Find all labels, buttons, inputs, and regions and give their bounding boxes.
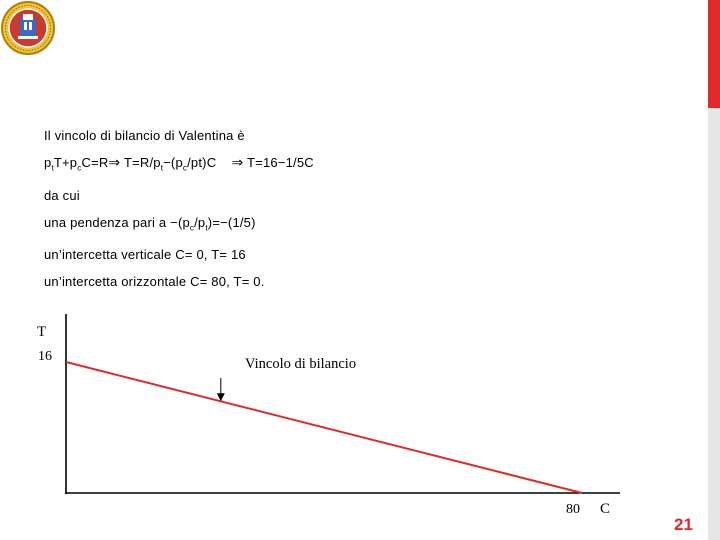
x-tick-label: 80 — [566, 502, 580, 517]
budget-line-series — [66, 362, 582, 493]
text-line-slope: una pendenza pari $a -(p_c/p_t)=-(1/5)$ — [44, 214, 256, 233]
y-axis-label: T — [37, 324, 47, 340]
text-line-equation: $p_tT+p_cC=R\Rightarrow$ $T=R/p_t-(p_c/pt)C$ ⇒ T=16−1/5C — [44, 154, 314, 173]
implies-arrow-icon: ⇒ — [231, 154, 244, 170]
x-axis-label: C — [600, 501, 611, 517]
annotation-label: Vincolo di bilancio — [245, 356, 357, 372]
budget-constraint-chart — [0, 300, 660, 525]
y-tick-label: 16 — [38, 349, 52, 364]
university-seal-icon — [0, 0, 56, 56]
page-number: 21 — [674, 515, 693, 534]
slide-text — [44, 122, 314, 295]
text-line-horizontal-intercept: un’intercetta orizzontale C= 80, T= 0. — [44, 274, 265, 290]
right-edge-accent — [708, 0, 720, 108]
text-line-intro: Il vincolo di bilancio di Valentina è — [44, 128, 245, 143]
text-line-da-cui: da cui — [44, 187, 80, 203]
implies-arrow-icon: ⇒ — [108, 154, 121, 170]
text-line-vertical-intercept: un’intercetta verticale C= 0, T= 16 — [44, 247, 246, 263]
